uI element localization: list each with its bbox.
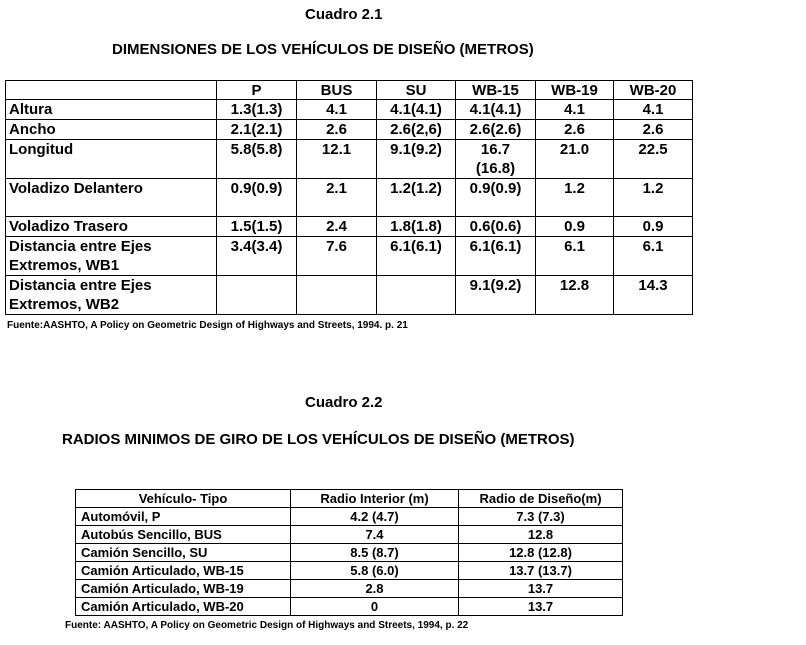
table1-source: Fuente:AASHTO, A Policy on Geometric Design of Highways and Streets, 1994. p. 21 [7, 320, 408, 331]
table-cell: 2.6 [614, 120, 693, 140]
table-row [6, 100, 693, 120]
table-cell: 0 [291, 598, 459, 616]
table-cell: 1.2 [614, 179, 693, 217]
table-cell: 2.6(2.6) [456, 120, 536, 140]
table-cell: 4.2 (4.7) [291, 508, 459, 526]
table-cell: 0.9(0.9) [456, 179, 536, 217]
table-cell: 12.1 [297, 140, 377, 179]
table-cell: 1.2 [536, 179, 614, 217]
table2-caption: Cuadro 2.2 [305, 394, 383, 411]
table-cell [297, 276, 377, 315]
table-cell: 12.8 [459, 526, 623, 544]
column-header [6, 81, 217, 100]
vehicle-dimensions-table [5, 80, 693, 315]
table-cell: 6.1 [536, 237, 614, 276]
table-cell: 6.1(6.1) [456, 237, 536, 276]
column-header: SU [377, 81, 456, 100]
table-cell: 14.3 [614, 276, 693, 315]
table-cell: 3.4(3.4) [217, 237, 297, 276]
row-label: Camión Articulado, WB-19 [76, 580, 291, 598]
table-cell: 13.7 [459, 580, 623, 598]
column-header: BUS [297, 81, 377, 100]
table-cell: 4.1(4.1) [456, 100, 536, 120]
table-row [76, 526, 623, 544]
table1-title: DIMENSIONES DE LOS VEHÍCULOS DE DISEÑO (METROS) [112, 41, 534, 58]
row-label: Distancia entre Ejes Extremos, WB1 [6, 237, 217, 276]
table-row [6, 120, 693, 140]
table-cell: 7.4 [291, 526, 459, 544]
table-cell: 12.8 [536, 276, 614, 315]
table-row [6, 276, 693, 315]
table1-caption: Cuadro 2.1 [305, 6, 383, 23]
column-header: Radio de Diseño(m) [459, 490, 623, 508]
table-cell: 4.1 [297, 100, 377, 120]
table-cell: 2.8 [291, 580, 459, 598]
table-cell [217, 276, 297, 315]
table-cell: 1.2(1.2) [377, 179, 456, 217]
table-row [6, 217, 693, 237]
table-cell: 2.4 [297, 217, 377, 237]
row-label: Camión Articulado, WB-20 [76, 598, 291, 616]
table-cell: 6.1(6.1) [377, 237, 456, 276]
table-header-row [6, 81, 693, 100]
row-label: Voladizo Delantero [6, 179, 217, 217]
table-cell: 1.8(1.8) [377, 217, 456, 237]
table-row [6, 179, 693, 217]
table2-title: RADIOS MINIMOS DE GIRO DE LOS VEHÍCULOS DE DISEÑO (METROS) [62, 431, 575, 448]
column-header: WB-19 [536, 81, 614, 100]
row-label: Camión Sencillo, SU [76, 544, 291, 562]
row-label: Autobús Sencillo, BUS [76, 526, 291, 544]
table-cell: 0.9 [614, 217, 693, 237]
table-cell: 21.0 [536, 140, 614, 179]
row-label: Longitud [6, 140, 217, 179]
row-label: Camión Articulado, WB-15 [76, 562, 291, 580]
table-cell: 22.5 [614, 140, 693, 179]
table-cell: 1.5(1.5) [217, 217, 297, 237]
table-cell: 2.1(2.1) [217, 120, 297, 140]
table-row [6, 237, 693, 276]
column-header: WB-20 [614, 81, 693, 100]
table-row [76, 508, 623, 526]
table-cell: 6.1 [614, 237, 693, 276]
table-cell: 2.6(2,6) [377, 120, 456, 140]
table-cell: 0.9 [536, 217, 614, 237]
table-row [76, 598, 623, 616]
table-row [6, 140, 693, 179]
table-cell: 4.1 [536, 100, 614, 120]
table2-source: Fuente: AASHTO, A Policy on Geometric Design of Highways and Streets, 1994, p. 22 [65, 620, 469, 631]
column-header: P [217, 81, 297, 100]
table-cell: 9.1(9.2) [456, 276, 536, 315]
table-row [76, 580, 623, 598]
table-cell [377, 276, 456, 315]
row-label: Voladizo Trasero [6, 217, 217, 237]
table-cell: 5.8(5.8) [217, 140, 297, 179]
table-cell: 13.7 [459, 598, 623, 616]
row-label: Altura [6, 100, 217, 120]
column-header: Vehículo- Tipo [76, 490, 291, 508]
table-cell: 2.6 [297, 120, 377, 140]
column-header: Radio Interior (m) [291, 490, 459, 508]
table-cell: 13.7 (13.7) [459, 562, 623, 580]
table-row [76, 562, 623, 580]
table-cell: 8.5 (8.7) [291, 544, 459, 562]
table-cell: 7.6 [297, 237, 377, 276]
table-cell: 7.3 (7.3) [459, 508, 623, 526]
row-label: Ancho [6, 120, 217, 140]
row-label: Automóvil, P [76, 508, 291, 526]
table-cell: 0.9(0.9) [217, 179, 297, 217]
table-cell: 12.8 (12.8) [459, 544, 623, 562]
table-cell: 4.1 [614, 100, 693, 120]
column-header: WB-15 [456, 81, 536, 100]
table-cell: 0.6(0.6) [456, 217, 536, 237]
table-cell: 5.8 (6.0) [291, 562, 459, 580]
table-cell: 2.6 [536, 120, 614, 140]
table-row [76, 544, 623, 562]
table-cell: 4.1(4.1) [377, 100, 456, 120]
table-cell: 16.7 (16.8) [456, 140, 536, 179]
row-label: Distancia entre Ejes Extremos, WB2 [6, 276, 217, 315]
table-cell: 9.1(9.2) [377, 140, 456, 179]
table-header-row [76, 490, 623, 508]
table-cell: 1.3(1.3) [217, 100, 297, 120]
table-cell: 2.1 [297, 179, 377, 217]
turning-radius-table [75, 489, 623, 616]
